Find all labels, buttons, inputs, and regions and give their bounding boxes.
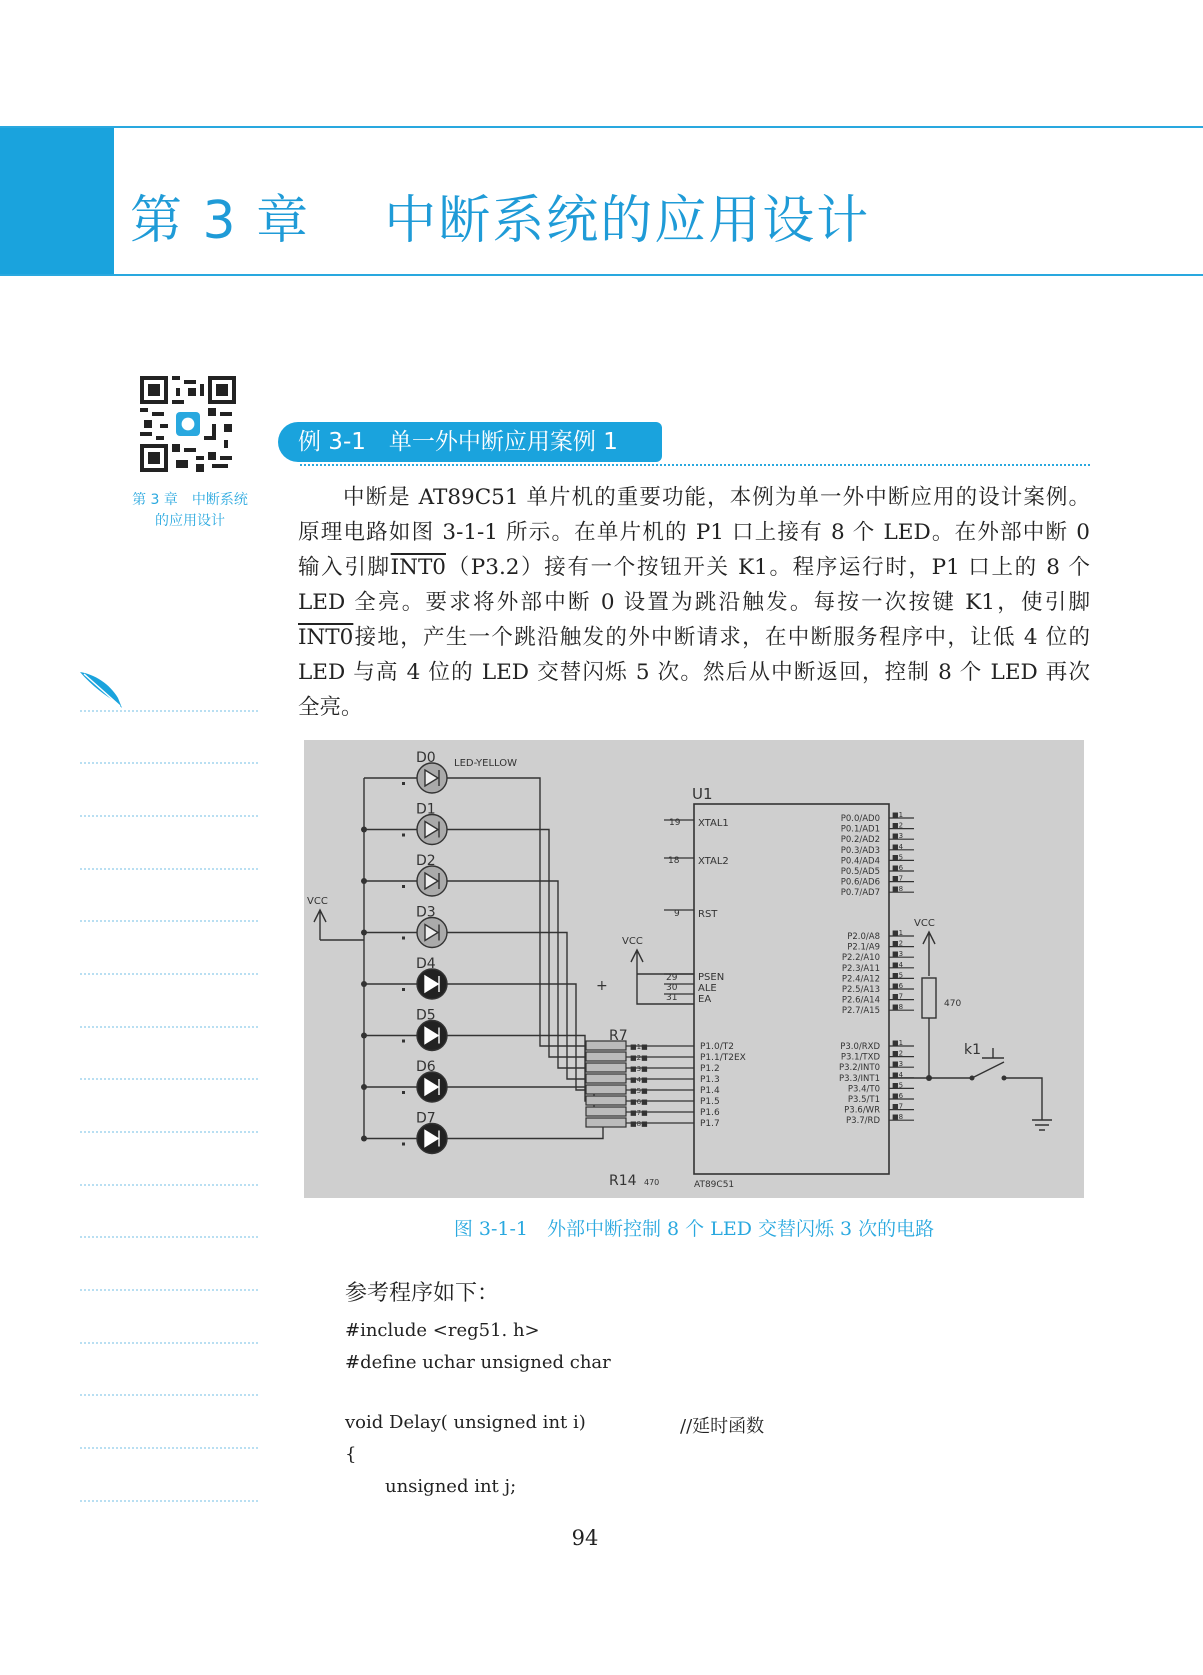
paragraph-text: 输入引脚 xyxy=(298,555,391,580)
code-line: #define uchar unsigned char xyxy=(345,1352,611,1373)
pin-label: RST xyxy=(698,909,718,920)
pin-number: ■4 xyxy=(892,960,904,969)
paragraph-text: 接地，产生一个跳沿触发的外中断请求，在中断服务程序中，让低 4 位的 xyxy=(353,625,1090,650)
p3-pin-label: P3.1/TXD xyxy=(840,1052,880,1063)
int0-overline-text: INT0 xyxy=(390,555,446,580)
pin-number: ■1■ xyxy=(630,1043,648,1051)
pin-number: ■5 xyxy=(892,853,904,862)
example-rule xyxy=(300,464,1090,466)
pin-number: ■3 xyxy=(892,1060,904,1069)
led-label: D5 xyxy=(416,1007,436,1024)
margin-rule xyxy=(80,1447,258,1449)
switch-label: k1 xyxy=(964,1042,982,1058)
pin-number: 29 xyxy=(666,973,678,983)
ground-cross-icon: + xyxy=(596,978,608,994)
vcc-arrow-icon xyxy=(631,950,643,970)
p0-pin-label: P0.7/AD7 xyxy=(840,888,880,899)
rpack-resistor xyxy=(586,1085,626,1094)
pin-dot xyxy=(402,1143,405,1146)
pin-number: ■8 xyxy=(892,1003,904,1012)
p2-pin-label: P2.2/A10 xyxy=(841,953,880,964)
margin-rule xyxy=(80,1500,258,1502)
sidebar-note-line1: 第 3 章 中断系统 xyxy=(132,492,248,508)
pin-number: 31 xyxy=(666,993,678,1003)
led-type-label: LED-YELLOW xyxy=(454,758,517,769)
pin-label: XTAL2 xyxy=(698,856,729,867)
code-intro: 参考程序如下： xyxy=(345,1281,500,1306)
pin-dot xyxy=(402,885,405,888)
led-label: D6 xyxy=(416,1059,436,1075)
wire xyxy=(889,1018,964,1078)
margin-rule xyxy=(80,1078,258,1080)
chapter-title: 第 3 章 中断系统的应用设计 xyxy=(130,191,871,251)
mcu-part: AT89C51 xyxy=(694,1180,735,1190)
pin-number: ■2 xyxy=(892,1049,904,1058)
led-cathode-wire xyxy=(447,984,586,1090)
pin-number: ■4 xyxy=(892,842,904,851)
vcc-label: VCC xyxy=(307,896,328,907)
pin-number: ■8 xyxy=(892,1113,904,1122)
pin-number: ■4 xyxy=(892,1070,904,1079)
code-line: #include <reg51. h> xyxy=(345,1320,540,1341)
pullup-value: 470 xyxy=(944,999,962,1009)
pin-number: 18 xyxy=(668,856,680,866)
pin-number: 9 xyxy=(674,909,680,919)
pin-number: ■1 xyxy=(892,929,904,937)
p2-pin-label: P2.1/A9 xyxy=(847,942,880,953)
led-label: D0 xyxy=(416,750,436,766)
margin-rule xyxy=(80,1236,258,1238)
feather-pen-icon xyxy=(78,668,128,712)
circuit-diagram xyxy=(304,740,1084,1198)
p3-pin-label: P3.6/WR xyxy=(844,1105,880,1116)
rpack-label: R7 xyxy=(609,1028,628,1044)
pin-number: ■2 xyxy=(892,821,904,830)
junction-dot xyxy=(926,1075,932,1081)
pin-number: ■5■ xyxy=(630,1087,648,1095)
led-label: D2 xyxy=(416,853,436,869)
paragraph-line: LED 与高 4 位的 LED 交替闪烁 5 次。然后从中断返回，控制 8 个 LED 再次 xyxy=(298,660,1090,685)
vcc-label: VCC xyxy=(914,918,935,929)
code-comment: //延时函数 xyxy=(680,1416,765,1437)
pin-dot xyxy=(402,1091,405,1094)
rpack-resistor xyxy=(586,1118,626,1127)
led-label: D3 xyxy=(416,904,436,921)
pin-number: ■7■ xyxy=(630,1109,648,1117)
p0-pin-label: P0.3/AD3 xyxy=(840,845,880,856)
pin-dot xyxy=(402,1040,405,1043)
pin-number: ■6 xyxy=(892,864,904,872)
pin-number: ■1 xyxy=(892,811,904,819)
margin-rule xyxy=(80,1131,258,1133)
margin-rule xyxy=(80,1394,258,1396)
pin-dot xyxy=(402,782,405,785)
paragraph-line: 全亮。 xyxy=(298,695,363,720)
sidebar-note-line2: 的应用设计 xyxy=(155,513,225,529)
p2-pin-label: P2.3/A11 xyxy=(841,963,880,974)
pin-dot xyxy=(402,834,405,837)
junction-dot xyxy=(361,827,367,833)
p2-pin-label: P2.6/A14 xyxy=(841,995,880,1006)
pin-number: ■4■ xyxy=(630,1076,648,1084)
margin-rule xyxy=(80,1184,258,1186)
led-label: D7 xyxy=(416,1110,436,1127)
p2-pin-label: P2.0/A8 xyxy=(847,932,880,942)
pin-number: ■2■ xyxy=(630,1054,648,1062)
p0-pin-label: P0.6/AD6 xyxy=(840,877,880,888)
p3-pin-label: P3.2/INT0 xyxy=(839,1063,880,1074)
led-label: D1 xyxy=(416,801,436,818)
pin-number: ■5 xyxy=(892,971,904,980)
chapter-header xyxy=(0,126,1203,276)
pin-label: ALE xyxy=(698,983,717,994)
vcc-label: VCC xyxy=(622,936,643,947)
p1-pin-label: P1.0/T2 xyxy=(700,1042,734,1052)
paragraph-line: 原理电路如图 3-1-1 所示。在单片机的 P1 口上接有 8 个 LED。在外部中断 0 xyxy=(298,520,1090,545)
margin-rule xyxy=(80,1289,258,1291)
junction-dot xyxy=(361,1084,367,1090)
p0-pin-label: P0.5/AD5 xyxy=(840,867,880,877)
junction-dot xyxy=(361,1136,367,1142)
junction-dot xyxy=(361,930,367,936)
rpack-resistor xyxy=(586,1074,626,1083)
junction-dot xyxy=(361,1033,367,1039)
led-cathode-wire xyxy=(447,1087,594,1112)
p2-pin-label: P2.7/A15 xyxy=(841,1006,880,1017)
p1-pin-label: P1.6 xyxy=(700,1108,720,1118)
p1-pin-label: P1.7 xyxy=(700,1119,720,1129)
p0-pin-label: P0.1/AD1 xyxy=(840,824,880,835)
switch-contact xyxy=(1002,1076,1007,1081)
pin-number: ■3 xyxy=(892,832,904,841)
led-cathode-wire xyxy=(447,881,586,1068)
paragraph-line: LED 全亮。要求将外部中断 0 设置为跳沿触发。每按一次按键 K1，使引脚 xyxy=(298,590,1090,615)
p1-pin-label: P1.2 xyxy=(700,1064,720,1074)
led-cathode-wire xyxy=(447,1123,603,1139)
margin-rule xyxy=(80,973,258,975)
led-label: D4 xyxy=(416,956,436,972)
p1-pin-label: P1.5 xyxy=(700,1097,720,1107)
p3-pin-label: P3.0/RXD xyxy=(840,1042,880,1052)
junction-dot xyxy=(361,878,367,884)
pin-number: ■8■ xyxy=(630,1120,648,1128)
pin-label: EA xyxy=(698,994,712,1005)
vcc-arrow-icon xyxy=(923,932,935,976)
rpack-value: 470 xyxy=(644,1178,660,1187)
p3-pin-label: P3.5/T1 xyxy=(847,1095,880,1105)
switch-contact xyxy=(970,1076,975,1081)
circuit-figure xyxy=(304,740,1084,1198)
paragraph-line xyxy=(298,620,1090,655)
margin-rule xyxy=(80,1026,258,1028)
qr-code-icon xyxy=(140,376,236,472)
junction-dot xyxy=(361,981,367,987)
p3-pin-label: P3.4/T0 xyxy=(847,1084,880,1095)
pin-number: ■7 xyxy=(892,874,904,883)
paragraph-text: （P3.2）接有一个按钮开关 K1。程序运行时，P1 口上的 8 个 xyxy=(445,555,1090,580)
pin-number: ■3 xyxy=(892,950,904,959)
p1-pin-label: P1.1/T2EX xyxy=(700,1053,746,1063)
p3-pin-label: P3.7/RD xyxy=(846,1116,880,1127)
code-line: void Delay( unsigned int i) xyxy=(345,1412,586,1433)
p0-pin-label: P0.2/AD2 xyxy=(840,835,880,846)
pin-number: ■6 xyxy=(892,1092,904,1100)
pin-dot xyxy=(402,937,405,940)
led-cathode-wire xyxy=(447,778,586,1046)
pin-number: ■7 xyxy=(892,992,904,1001)
rpack-label: R14 xyxy=(609,1173,637,1189)
example-heading: 例 3-1 单一外中断应用案例 1 xyxy=(278,422,662,462)
int0-overline-text: INT0 xyxy=(298,625,354,650)
body-paragraph xyxy=(298,480,1090,725)
sidebar-note xyxy=(120,490,260,532)
margin-rule xyxy=(80,762,258,764)
p1-pin-label: P1.3 xyxy=(700,1075,720,1085)
pin-number: ■6■ xyxy=(630,1098,648,1106)
pin-label: PSEN xyxy=(698,972,725,983)
rpack-resistor xyxy=(586,1096,626,1105)
vcc-arrow-icon xyxy=(314,910,326,940)
paragraph-line: 中断是 AT89C51 单片机的重要功能，本例为单一外中断应用的设计案例。 xyxy=(343,485,1090,510)
switch-k1-icon xyxy=(964,1048,1052,1130)
mcu-label: U1 xyxy=(692,785,713,803)
p0-pin-label: P0.0/AD0 xyxy=(840,814,880,824)
margin-rule xyxy=(80,710,258,712)
margin-rule xyxy=(80,815,258,817)
pin-dot xyxy=(402,988,405,991)
p3-pin-label: P3.3/INT1 xyxy=(839,1073,880,1084)
p1-pin-label: P1.4 xyxy=(700,1086,720,1096)
code-line: { xyxy=(345,1444,357,1465)
rpack-resistor xyxy=(586,1063,626,1072)
pin-number: 19 xyxy=(669,818,681,828)
margin-rule xyxy=(80,920,258,922)
page-number: 94 xyxy=(571,1526,599,1550)
pullup-resistor xyxy=(922,978,936,1018)
pin-number: 30 xyxy=(666,983,678,993)
margin-rule xyxy=(80,868,258,870)
paragraph-line xyxy=(298,550,1090,585)
pin-number: ■5 xyxy=(892,1081,904,1090)
pin-number: ■2 xyxy=(892,939,904,948)
pin-number: ■8 xyxy=(892,885,904,894)
code-line: unsigned int j; xyxy=(385,1476,517,1497)
vcc-bus-wire xyxy=(320,778,364,1138)
led-cathode-wire xyxy=(447,830,586,1058)
margin-rule xyxy=(80,1342,258,1344)
pin-number: ■7 xyxy=(892,1102,904,1111)
chapter-color-block xyxy=(0,128,114,274)
p0-pin-label: P0.4/AD4 xyxy=(840,856,880,867)
figure-caption: 图 3-1-1 外部中断控制 8 个 LED 交替闪烁 3 次的电路 xyxy=(453,1218,935,1240)
pin-number: ■3■ xyxy=(630,1065,648,1073)
pin-number: ■1 xyxy=(892,1039,904,1047)
p2-pin-label: P2.4/A12 xyxy=(841,974,880,985)
pin-label: XTAL1 xyxy=(698,818,729,829)
rpack-resistor xyxy=(586,1107,626,1116)
rpack-resistor xyxy=(586,1052,626,1061)
p2-pin-label: P2.5/A13 xyxy=(841,985,880,995)
pin-number: ■6 xyxy=(892,982,904,990)
